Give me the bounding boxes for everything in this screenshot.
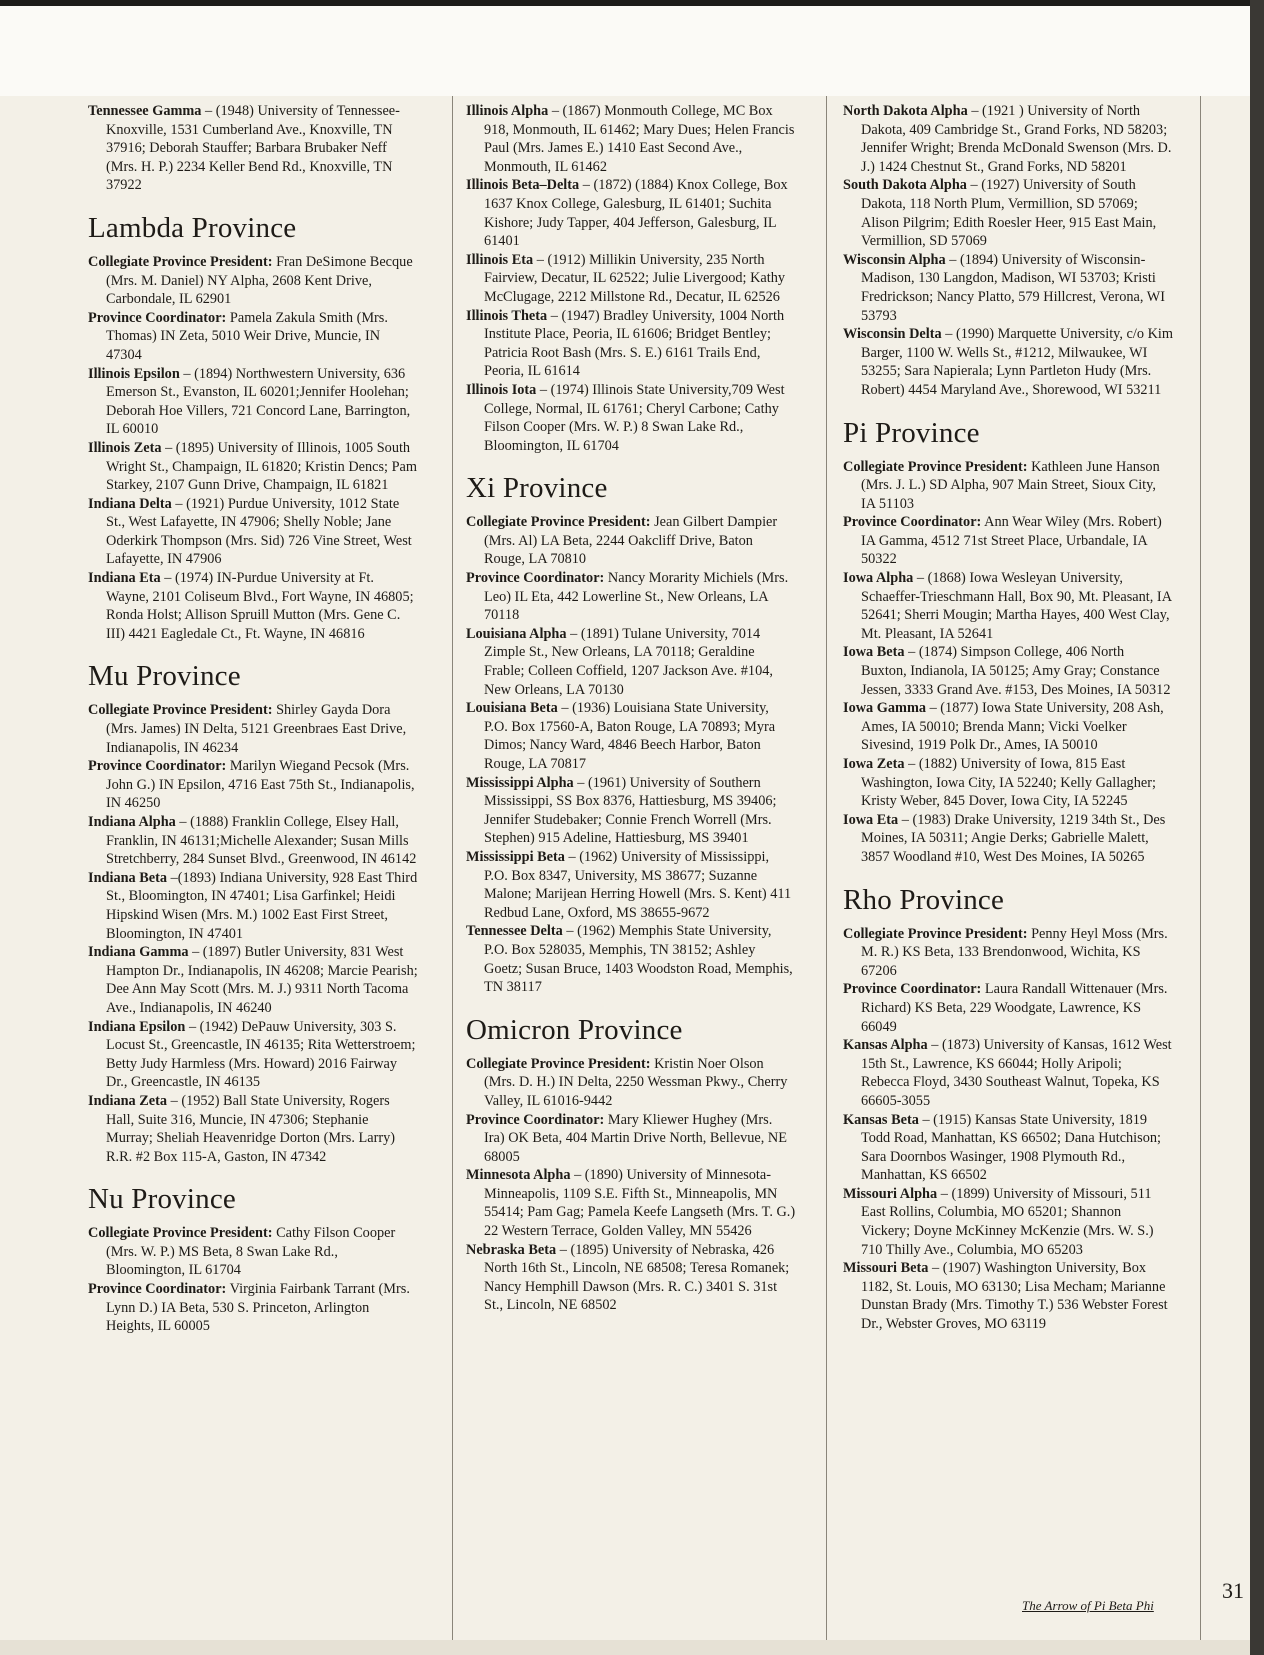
entry-details: – (1952) Ball State University, Rogers Hall, Suite 316, Muncie, IN 47306; Stephanie Murray; Sheliah Heavenridge Dorton (Mrs. Larry) R.R. #2 Box 115-A, Gaston, IN 47342 bbox=[106, 1092, 396, 1165]
entry-name: Wisconsin Delta bbox=[843, 326, 942, 343]
directory-entry bbox=[466, 307, 796, 381]
directory-entry bbox=[88, 1280, 418, 1336]
directory-entry bbox=[88, 309, 418, 365]
entry-name: Province Coordinator: bbox=[88, 758, 227, 775]
entry-name: Collegiate Province President: bbox=[88, 1225, 273, 1242]
directory-entry bbox=[843, 1259, 1173, 1333]
entry-name: Province Coordinator: bbox=[843, 514, 982, 531]
directory-entry bbox=[466, 1111, 796, 1167]
entry-details: Kathleen June Hanson (Mrs. J. L.) SD Alpha, 907 Main Street, Sioux City, IA 51103 bbox=[861, 458, 1160, 512]
entry-name: Iowa Zeta bbox=[843, 756, 905, 772]
entry-name: Illinois Beta–Delta bbox=[466, 177, 580, 194]
column-1 bbox=[88, 102, 418, 1336]
entry-name: Collegiate Province President: bbox=[843, 925, 1028, 942]
directory-entry bbox=[843, 1036, 1173, 1110]
entry-name: Province Coordinator: bbox=[88, 309, 227, 326]
entry-details: – (1962) Memphis State University, P.O. Box 528035, Memphis, TN 38152; Ashley Goetz; Susan Bruce, 1403 Woodston Road, Memphis, TN 38117 bbox=[484, 923, 793, 996]
directory-entry bbox=[843, 176, 1173, 250]
entry-details: Mary Kliewer Hughey (Mrs. Ira) OK Beta, 404 Martin Drive North, Bellevue, NE 68005 bbox=[484, 1111, 787, 1165]
directory-entry bbox=[88, 495, 418, 569]
province-heading: Lambda Province bbox=[88, 211, 297, 244]
entry-details: Virginia Fairbank Tarrant (Mrs. Lynn D.) IA Beta, 530 S. Princeton, Arlington Heights, IL 60005 bbox=[106, 1281, 410, 1335]
directory-entry bbox=[88, 1092, 418, 1166]
entry-details: – (1897) Butler University, 831 West Hampton Dr., Indianapolis, IN 46208; Marcie Pearish; Dee Ann May Scott (Mrs. M. J.) 9311 North Tacoma Ave., Indianapolis, IN 46240 bbox=[106, 944, 418, 1016]
entry-details: – (1921) Purdue University, 1012 State St., West Lafayette, IN 47906; Shelly Noble; Jane Oderkirk Thompson (Mrs. Sid) 726 Vine Street, West Lafayette, IN 47906 bbox=[106, 495, 412, 568]
entry-name: Indiana Zeta bbox=[88, 1092, 168, 1109]
entry-details: Nancy Morarity Michiels (Mrs. Leo) IL Eta, 442 Lowerline St., New Orleans, LA 70118 bbox=[484, 570, 789, 624]
directory-entry bbox=[88, 439, 418, 495]
entry-name: Collegiate Province President: bbox=[88, 702, 273, 719]
entry-name: Kansas Alpha bbox=[843, 1037, 928, 1054]
entry-details: – (1912) Millikin University, 235 North Fairview, Decatur, IL 62522; Julie Livergood; Kathy McClugage, 2212 Millstone Rd., Decatur, IL 62526 bbox=[484, 251, 786, 305]
entry-name: Louisiana Alpha bbox=[466, 625, 567, 642]
entry-name: Louisiana Beta bbox=[466, 700, 558, 717]
province-heading: Rho Province bbox=[843, 883, 1005, 916]
entry-name: Indiana Beta bbox=[88, 869, 168, 886]
entry-details: – (1895) University of Nebraska, 426 North 16th St., Lincoln, NE 68508; Teresa Romanek; Nancy Hemphill Dawson (Mrs. R. C.) 3401 S. 31st St., Lincoln, NE 68502 bbox=[484, 1241, 790, 1314]
entry-name: Minnesota Alpha bbox=[466, 1167, 571, 1184]
entry-details: – (1882) University of Iowa, 815 East Washington, Iowa City, IA 52240; Kelly Gallagher; Kristy Weber, 845 Dover, Iowa City, IA 52245 bbox=[861, 756, 1156, 810]
entry-details: Penny Heyl Moss (Mrs. M. R.) KS Beta, 133 Brendonwood, Wichita, KS 67206 bbox=[861, 925, 1168, 979]
entry-details: – (1907) Washington University, Box 1182, St. Louis, MO 63130; Lisa Mecham; Marianne Dunstan Brady (Mrs. Timothy T.) 536 Webster Forest Dr., Webster Groves, MO 63119 bbox=[861, 1260, 1168, 1333]
entry-name: Iowa Beta bbox=[843, 644, 905, 661]
directory-entry bbox=[843, 643, 1173, 699]
province-heading: Mu Province bbox=[88, 660, 241, 693]
entry-details: – (1899) University of Missouri, 511 East Rollins, Columbia, MO 65201; Shannon Vickery; Doyne McKinney McKenzie (Mrs. W. S.) 710 Thilly Ave., Columbia, MO 65203 bbox=[861, 1185, 1154, 1258]
entry-name: Illinois Alpha bbox=[466, 103, 549, 119]
directory-entry bbox=[466, 922, 796, 996]
entry-name: North Dakota Alpha bbox=[843, 103, 968, 119]
entry-details: – (1990) Marquette University, c/o Kim Barger, 1100 W. Wells St., #1212, Milwaukee, WI 53255; Sara Napierala; Lynn Partleton Hudy (Mrs. Robert) 4454 Maryland Ave., Shorewood, WI 53211 bbox=[861, 326, 1173, 398]
column-3 bbox=[843, 102, 1173, 1334]
directory-entry bbox=[466, 176, 796, 250]
entry-name: Collegiate Province President: bbox=[466, 1055, 651, 1072]
column-divider bbox=[1200, 96, 1201, 1655]
entry-details: – (1868) Iowa Wesleyan University, Schaeffer-Trieschmann Hall, Box 90, Mt. Pleasant, IA 52641; Sherri Mougin; Martha Hayes, 400 West Clay, Mt. Pleasant, IA 52641 bbox=[861, 570, 1172, 642]
entry-details: Cathy Filson Cooper (Mrs. W. P.) MS Beta, 8 Swan Lake Rd., Bloomington, IL 61704 bbox=[106, 1225, 396, 1279]
entry-details: – (1927) University of South Dakota, 118 North Plum, Vermillion, SD 57069; Alison Pilgrim; Edith Roesler Heer, 915 East Main, Vermillion, SD 57069 bbox=[861, 177, 1157, 250]
entry-details: –(1893) Indiana University, 928 East Third St., Bloomington, IN 47401; Lisa Garfinkel; Heidi Hipskind Wisen (Mrs. M.) 1002 East First Street, Bloomington, IN 47401 bbox=[106, 869, 418, 942]
entry-details: – (1888) Franklin College, Elsey Hall, Franklin, IN 46131;Michelle Alexander; Susan Mills Stretchberry, 284 Sunset Blvd., Greenwood, IN 46142 bbox=[106, 814, 417, 868]
entry-details: – (1891) Tulane University, 7014 Zimple St., New Orleans, LA 70118; Geraldine Frable; Colleen Coffield, 1207 Jackson Ave. #104, New Orleans, LA 70130 bbox=[484, 625, 773, 698]
entry-name: Illinois Iota bbox=[466, 381, 537, 398]
directory-entry bbox=[88, 813, 418, 869]
entry-name: Province Coordinator: bbox=[466, 1111, 605, 1128]
entry-details: – (1895) University of Illinois, 1005 South Wright St., Champaign, IL 61820; Kristin Dencs; Pam Starkey, 2107 Gunn Drive, Champaign, IL 61821 bbox=[106, 439, 418, 494]
directory-entry bbox=[466, 381, 796, 455]
entry-details: – (1890) University of Minnesota-Minneapolis, 1109 S.E. Fifth St., Minneapolis, MN 55414; Pam Gag; Pamela Keefe Langseth (Mrs. T. G.) 22 Western Terrace, Golden Valley, MN 55426 bbox=[484, 1167, 796, 1240]
entry-name: Wisconsin Alpha bbox=[843, 251, 946, 268]
entry-details: Shirley Gayda Dora (Mrs. James) IN Delta, 5121 Greenbraes East Drive, Indianapolis, IN 46234 bbox=[106, 702, 407, 756]
bottom-edge bbox=[0, 1640, 1250, 1655]
column-divider bbox=[452, 96, 453, 1655]
entry-name: Kansas Beta bbox=[843, 1111, 919, 1128]
directory-entry bbox=[843, 513, 1173, 569]
entry-name: Illinois Zeta bbox=[88, 439, 162, 456]
entry-name: Tennessee Delta bbox=[466, 923, 563, 940]
directory-entry bbox=[843, 1111, 1173, 1185]
entry-name: Collegiate Province President: bbox=[843, 458, 1028, 475]
directory-entry bbox=[88, 569, 418, 643]
entry-name: Collegiate Province President: bbox=[88, 253, 273, 270]
directory-entry bbox=[466, 848, 796, 922]
entry-details: Fran DeSimone Becque (Mrs. M. Daniel) NY Alpha, 2608 Kent Drive, Carbondale, IL 62901 bbox=[106, 253, 413, 308]
column-2 bbox=[466, 102, 796, 1315]
directory-entry bbox=[466, 102, 796, 176]
directory-entry bbox=[466, 513, 796, 569]
entry-details: – (1962) University of Mississippi, P.O. Box 8347, University, MS 38677; Suzanne Malone; Marijean Herring Howell (Mrs. S. Kent) 411 Redbud Lane, Oxford, MS 38655-9672 bbox=[484, 848, 792, 921]
directory-entry bbox=[466, 774, 796, 848]
province-heading: Pi Province bbox=[843, 416, 980, 449]
entry-name: Mississippi Alpha bbox=[466, 774, 574, 791]
province-heading: Omicron Province bbox=[466, 1013, 683, 1046]
entry-details: – (1961) University of Southern Mississippi, SS Box 8376, Hattiesburg, MS 39406; Jennifer Studebaker; Connie French Worrell (Mrs. Stephen) 915 Adeline, Hattiesburg, MS 39401 bbox=[484, 774, 777, 847]
entry-name: Mississippi Beta bbox=[466, 848, 565, 865]
directory-entry bbox=[88, 701, 418, 757]
entry-details: Ann Wear Wiley (Mrs. Robert) IA Gamma, 4512 71st Street Place, Urbandale, IA 50322 bbox=[861, 514, 1162, 568]
province-heading: Nu Province bbox=[88, 1183, 236, 1216]
directory-entry bbox=[466, 625, 796, 699]
entry-name: Province Coordinator: bbox=[843, 981, 982, 998]
entry-name: Iowa Eta bbox=[843, 811, 899, 828]
entry-name: Tennessee Gamma bbox=[88, 103, 202, 119]
directory-entry bbox=[843, 458, 1173, 514]
directory-entry bbox=[843, 325, 1173, 399]
page-number: 31 bbox=[1222, 1578, 1244, 1603]
directory-entry bbox=[843, 755, 1173, 811]
directory-entry bbox=[843, 569, 1173, 643]
directory-entry bbox=[466, 1055, 796, 1111]
entry-details: Pamela Zakula Smith (Mrs. Thomas) IN Zeta, 5010 Weir Drive, Muncie, IN 47304 bbox=[106, 309, 388, 363]
directory-entry bbox=[843, 251, 1173, 325]
entry-details: – (1915) Kansas State University, 1819 Todd Road, Manhattan, KS 66502; Dana Hutchison; Sara Doornbos Wasinger, 1908 Plymouth Rd., Manhattan, KS 66502 bbox=[861, 1111, 1161, 1184]
entry-name: Indiana Delta bbox=[88, 495, 172, 512]
entry-details: – (1873) University of Kansas, 1612 West 15th St., Lawrence, KS 66044; Holly Aripoli; Rebecca Floyd, 3430 Southeast Walnut, Topeka, KS 66605-3055 bbox=[861, 1037, 1172, 1109]
entry-details: – (1942) DePauw University, 303 S. Locust St., Greencastle, IN 46135; Rita Wetterstroem; Betty Judy Harmless (Mrs. Howard) 2016 Fairway Dr., Greencastle, IN 46135 bbox=[106, 1018, 416, 1091]
province-heading: Xi Province bbox=[466, 472, 608, 505]
entry-details: Jean Gilbert Dampier (Mrs. Al) LA Beta, 2244 Oakcliff Drive, Baton Rouge, LA 70810 bbox=[484, 514, 778, 568]
entry-name: Indiana Epsilon bbox=[88, 1018, 186, 1035]
entry-name: Iowa Alpha bbox=[843, 570, 914, 587]
directory-entry bbox=[88, 1018, 418, 1092]
entry-name: Nebraska Beta bbox=[466, 1241, 557, 1258]
directory-entry bbox=[466, 1241, 796, 1315]
directory-entry bbox=[466, 251, 796, 307]
directory-entry bbox=[88, 1224, 418, 1280]
column-divider bbox=[826, 96, 827, 1655]
directory-entry bbox=[466, 1166, 796, 1240]
directory-entry bbox=[88, 869, 418, 943]
entry-details: – (1947) Bradley University, 1004 North Institute Place, Peoria, IL 61606; Bridget Bentley; Patricia Root Bash (Mrs. S. E.) 6161 Trails End, Peoria, IL 61614 bbox=[484, 307, 785, 380]
directory-entry bbox=[88, 943, 418, 1017]
right-frame-edge bbox=[1250, 0, 1264, 1655]
entry-details: Marilyn Wiegand Pecsok (Mrs. John G.) IN Epsilon, 4716 East 75th St., Indianapolis, IN 46250 bbox=[106, 758, 415, 812]
directory-entry bbox=[843, 1185, 1173, 1259]
entry-name: South Dakota Alpha bbox=[843, 177, 967, 194]
directory-entry bbox=[466, 699, 796, 773]
entry-details: Laura Randall Wittenauer (Mrs. Richard) KS Beta, 229 Woodgate, Lawrence, KS 66049 bbox=[861, 981, 1168, 1035]
entry-name: Collegiate Province President: bbox=[466, 514, 651, 531]
directory-entry bbox=[843, 980, 1173, 1036]
directory-entry bbox=[843, 925, 1173, 981]
footer-publication-title: The Arrow of Pi Beta Phi bbox=[1022, 1598, 1154, 1613]
directory-entry bbox=[88, 102, 418, 195]
entry-details: – (1874) Simpson College, 406 North Buxton, Indianola, IA 50125; Amy Gray; Constance Jessen, 3333 Grand Ave. #153, Des Moines, IA 50312 bbox=[861, 644, 1171, 698]
entry-details: – (1867) Monmouth College, MC Box 918, Monmouth, IL 61462; Mary Dues; Helen Francis Paul (Mrs. James E.) 1410 East Second Ave., Monmouth, IL 61462 bbox=[484, 103, 795, 175]
directory-entry bbox=[88, 253, 418, 309]
entry-details: – (1894) Northwestern University, 636 Emerson St., Evanston, IL 60201;Jennifer Hoolehan; Deborah Hoe Villers, 721 Concord Lane, Barrington, IL 60010 bbox=[106, 365, 411, 438]
directory-entry bbox=[843, 811, 1173, 867]
entry-name: Province Coordinator: bbox=[466, 570, 605, 587]
blank-header-strip bbox=[0, 6, 1250, 96]
directory-entry bbox=[466, 569, 796, 625]
entry-name: Illinois Epsilon bbox=[88, 365, 180, 382]
entry-name: Indiana Eta bbox=[88, 570, 161, 587]
directory-entry bbox=[88, 365, 418, 439]
entry-details: – (1921 ) University of North Dakota, 409 Cambridge St., Grand Forks, ND 58203; Jennifer Wright; Brenda McDonald Swenson (Mrs. D. J.) 1424 Chestnut St., Grand Forks, ND 58201 bbox=[861, 103, 1172, 175]
entry-name: Province Coordinator: bbox=[88, 1281, 227, 1298]
entry-name: Indiana Alpha bbox=[88, 814, 176, 830]
directory-entry bbox=[843, 699, 1173, 755]
entry-details: – (1936) Louisiana State University, P.O. Box 17560-A, Baton Rouge, LA 70893; Myra Dimos; Nancy Ward, 4846 Beech Harbor, Baton Rouge, LA 70817 bbox=[484, 700, 776, 772]
entry-details: – (1872) (1884) Knox College, Box 1637 Knox College, Galesburg, IL 61401; Suchita Kishore; Judy Tapper, 404 Jefferson, Galesburg, IL 61401 bbox=[484, 177, 788, 250]
entry-details: Kristin Noer Olson (Mrs. D. H.) IN Delta, 2250 Wessman Pkwy., Cherry Valley, IL 61016-9442 bbox=[484, 1055, 788, 1109]
entry-name: Missouri Beta bbox=[843, 1260, 929, 1277]
entry-details: – (1974) Illinois State University,709 West College, Normal, IL 61761; Cheryl Carbone; Cathy Filson Cooper (Mrs. W. P.) 8 Swan Lake Rd., Bloomington, IL 61704 bbox=[484, 381, 785, 454]
entry-name: Illinois Theta bbox=[466, 307, 548, 324]
entry-details: – (1948) University of Tennessee-Knoxville, 1531 Cumberland Ave., Knoxville, TN 37916; Deborah Stauffer; Barbara Brubaker Neff (Mrs. H. P.) 2234 Keller Bend Rd., Knoxville, TN 37922 bbox=[106, 103, 400, 194]
entry-name: Missouri Alpha bbox=[843, 1185, 938, 1202]
entry-details: – (1894) University of Wisconsin-Madison, 130 Langdon, Madison, WI 53703; Kristi Fredrickson; Nancy Platto, 579 Hillcrest, Verona, WI 53793 bbox=[861, 251, 1166, 324]
entry-name: Illinois Eta bbox=[466, 251, 534, 268]
entry-name: Indiana Gamma bbox=[88, 944, 189, 961]
directory-entry bbox=[843, 102, 1173, 176]
entry-name: Iowa Gamma bbox=[843, 700, 926, 717]
entry-details: – (1983) Drake University, 1219 34th St., Des Moines, IA 50311; Angie Derks; Gabrielle Malett, 3857 Woodland #10, West Des Moines, IA 50265 bbox=[861, 811, 1166, 865]
entry-details: – (1974) IN-Purdue University at Ft. Wayne, 2101 Coliseum Blvd., Fort Wayne, IN 46805; Ronda Holst; Allison Spruill Mutton (Mrs. Gene C. III) 4421 Eagledale Ct., Ft. Wayne, IN 46816 bbox=[106, 570, 414, 642]
directory-entry bbox=[88, 757, 418, 813]
entry-details: – (1877) Iowa State University, 208 Ash, Ames, IA 50010; Brenda Mann; Vicki Voelker Sivesind, 1919 Polk Dr., Ames, IA 50010 bbox=[861, 700, 1164, 754]
